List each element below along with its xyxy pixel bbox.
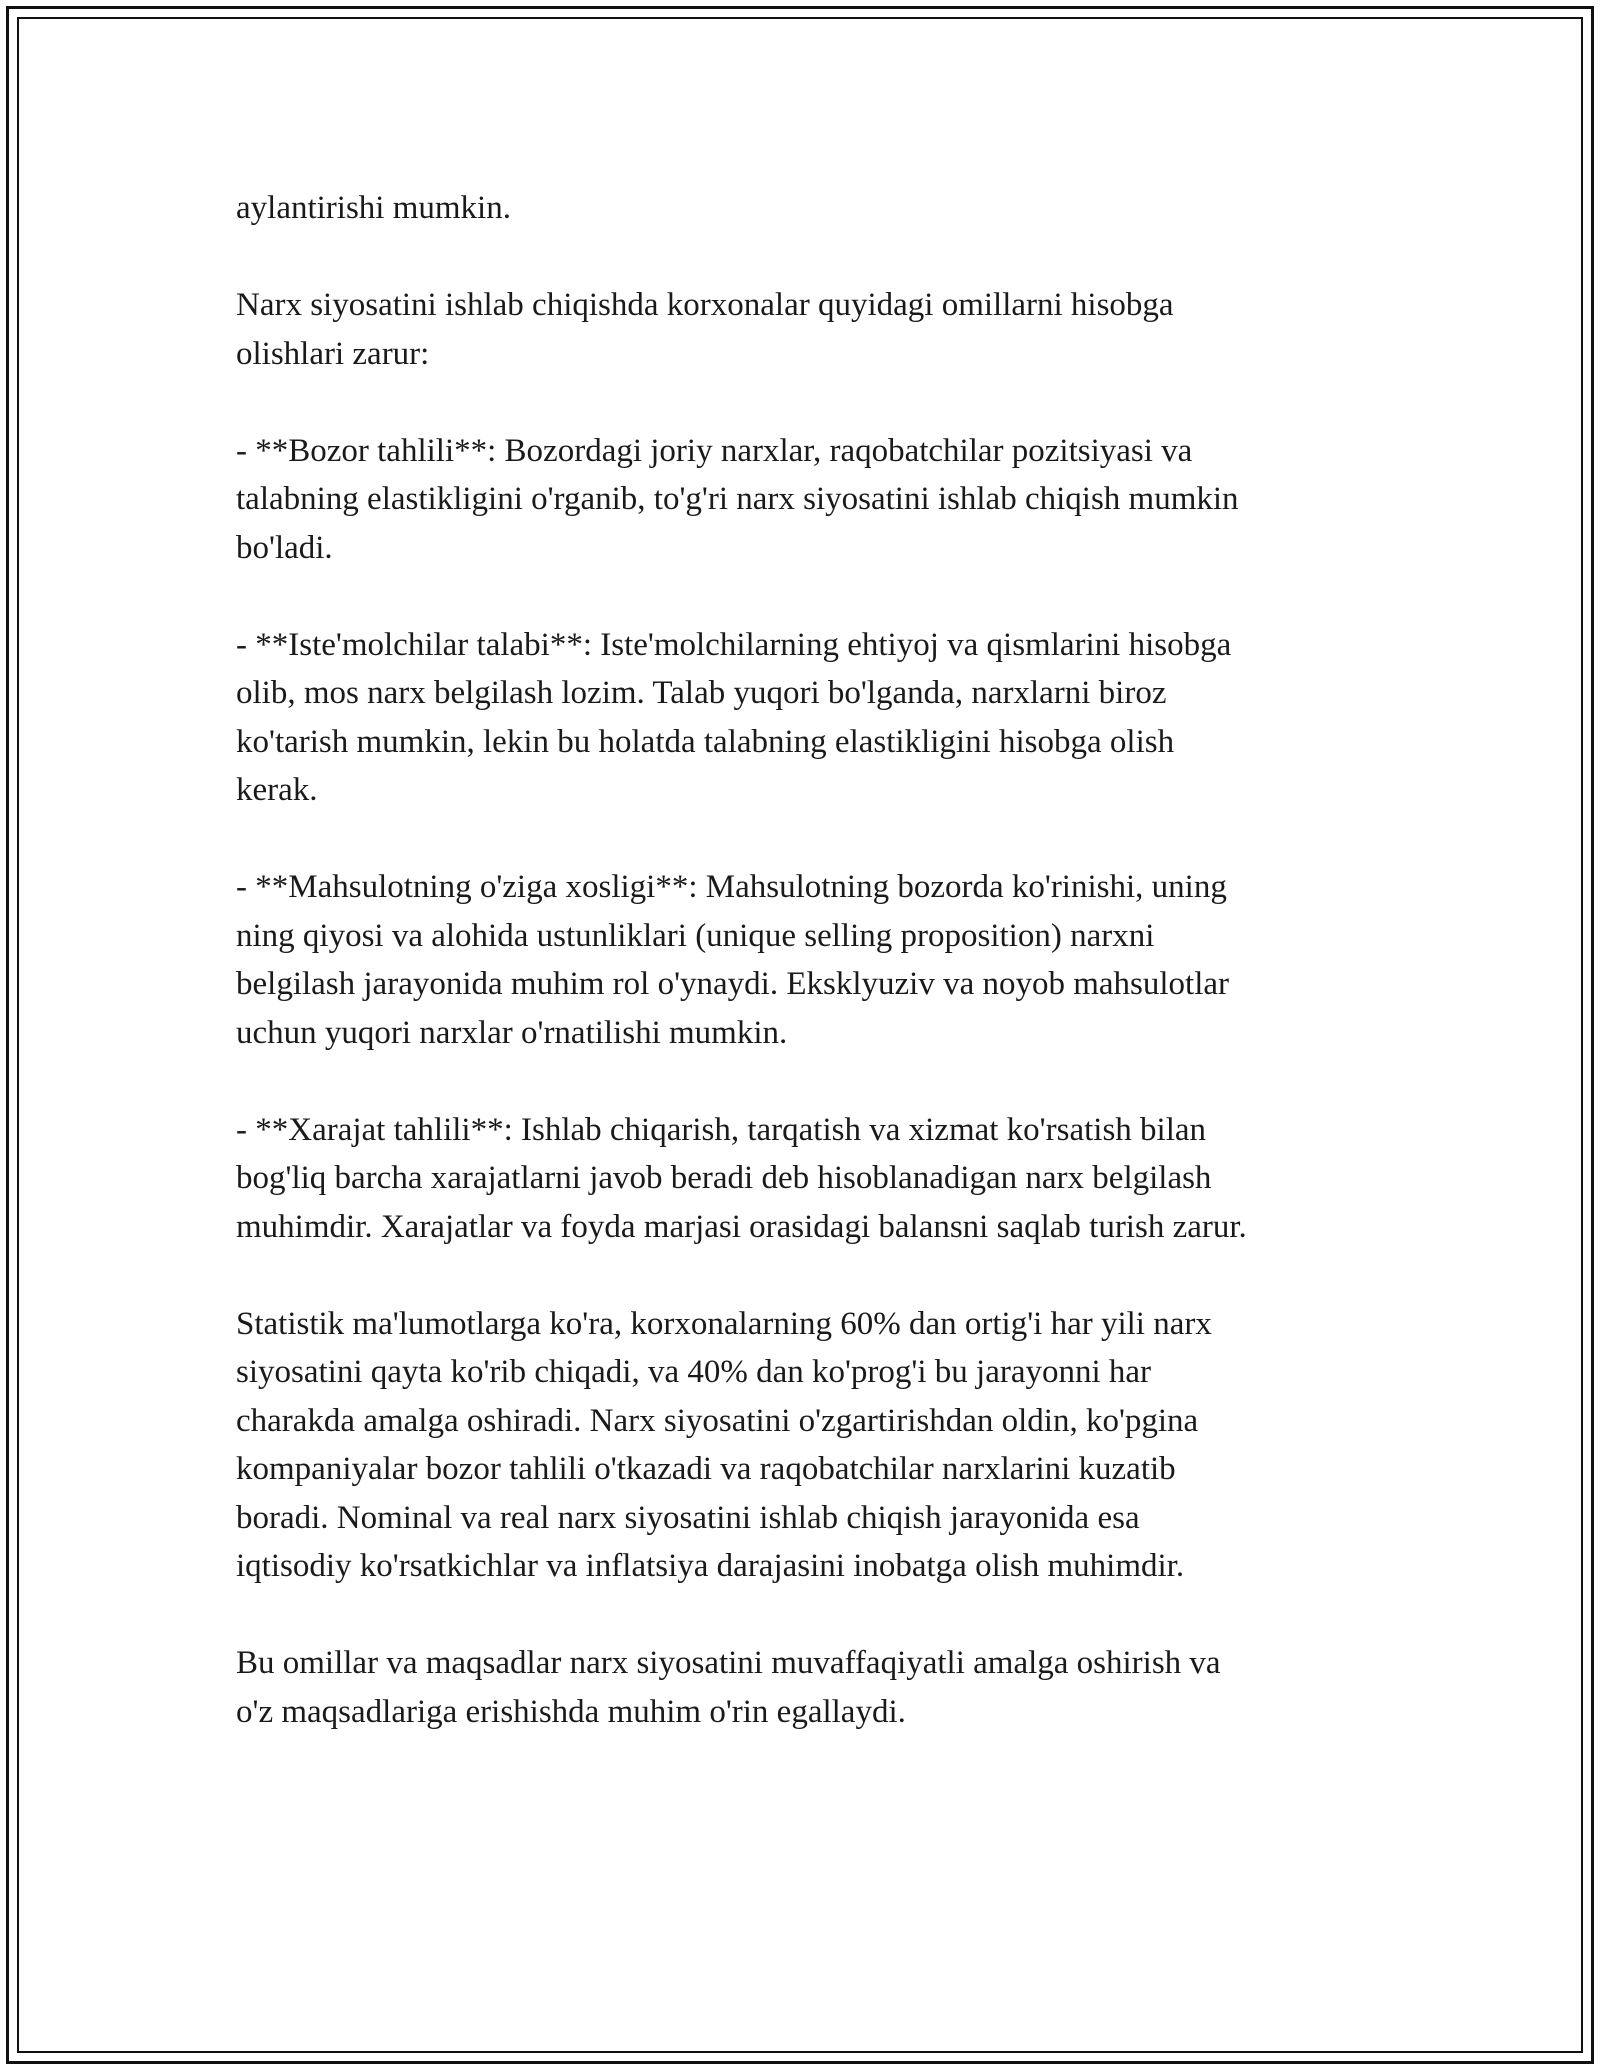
paragraph: aylantirishi mumkin. [236,190,511,226]
list-item-xarajat-tahlili: - **Xarajat tahlili**: Ishlab chiqarish, tarqatish va xizmat ko'rsatish bilan bog'liq barcha xarajatlarni javob beradi deb hisoblanadigan narx belgilash muhimdir. Xarajatlar va foyda marjasi orasidagi balansni saqlab turish zarur. [236,1111,1247,1245]
list-item-bozor-tahlili: - **Bozor tahlili**: Bozordagi joriy narxlar, raqobatchilar pozitsiyasi va talabning elastikligini o'rganib, to'g'ri narx siyosatini ishlab chiqish mumkin bo'ladi. [236,432,1239,566]
list-item-mahsulot-xosligi: - **Mahsulotning o'ziga xosligi**: Mahsulotning bozorda ko'rinishi, uning ning qiyosi va alohida ustunliklari (unique selling proposition) narxni belgilash jarayonida muhim rol o'ynaydi. Eksklyuziv va noyob mahsulotlar uchun yuqori narxlar o'rnatilishi mumkin. [236,869,1230,1051]
document-body [236,184,1386,1785]
paragraph: Narx siyosatini ishlab chiqishda korxonalar quyidagi omillarni hisobga olishlari zarur: [236,287,1174,372]
paragraph-statistics: Statistik ma'lumotlarga ko'ra, korxonalarning 60% dan ortig'i har yili narx siyosatini qayta ko'rib chiqadi, va 40% dan ko'prog'i bu jarayonni har charakda amalga oshiradi. Narx siyosatini o'zgartirishdan oldin, ko'pgina kompaniyalar bozor tahlili o'tkazadi va raqobatchilar narxlarini kuzatib boradi. Nominal va real narx siyosatini ishlab chiqish jarayonida esa iqtisodiy ko'rsatkichlar va inflatsiya darajasini inobatga olish muhimdir. [236,1305,1212,1584]
paragraph-conclusion: Bu omillar va maqsadlar narx siyosatini muvaffaqiyatli amalga oshirish va o'z maqsadlariga erishishda muhim o'rin egallaydi. [236,1645,1221,1730]
list-item-istemolchilar-talabi: - **Iste'molchilar talabi**: Iste'molchilarning ehtiyoj va qismlarini hisobga olib, mos narx belgilash lozim. Talab yuqori bo'lganda, narxlarni biroz ko'tarish mumkin, lekin bu holatda talabning elastikligini hisobga olish kerak. [236,626,1232,808]
